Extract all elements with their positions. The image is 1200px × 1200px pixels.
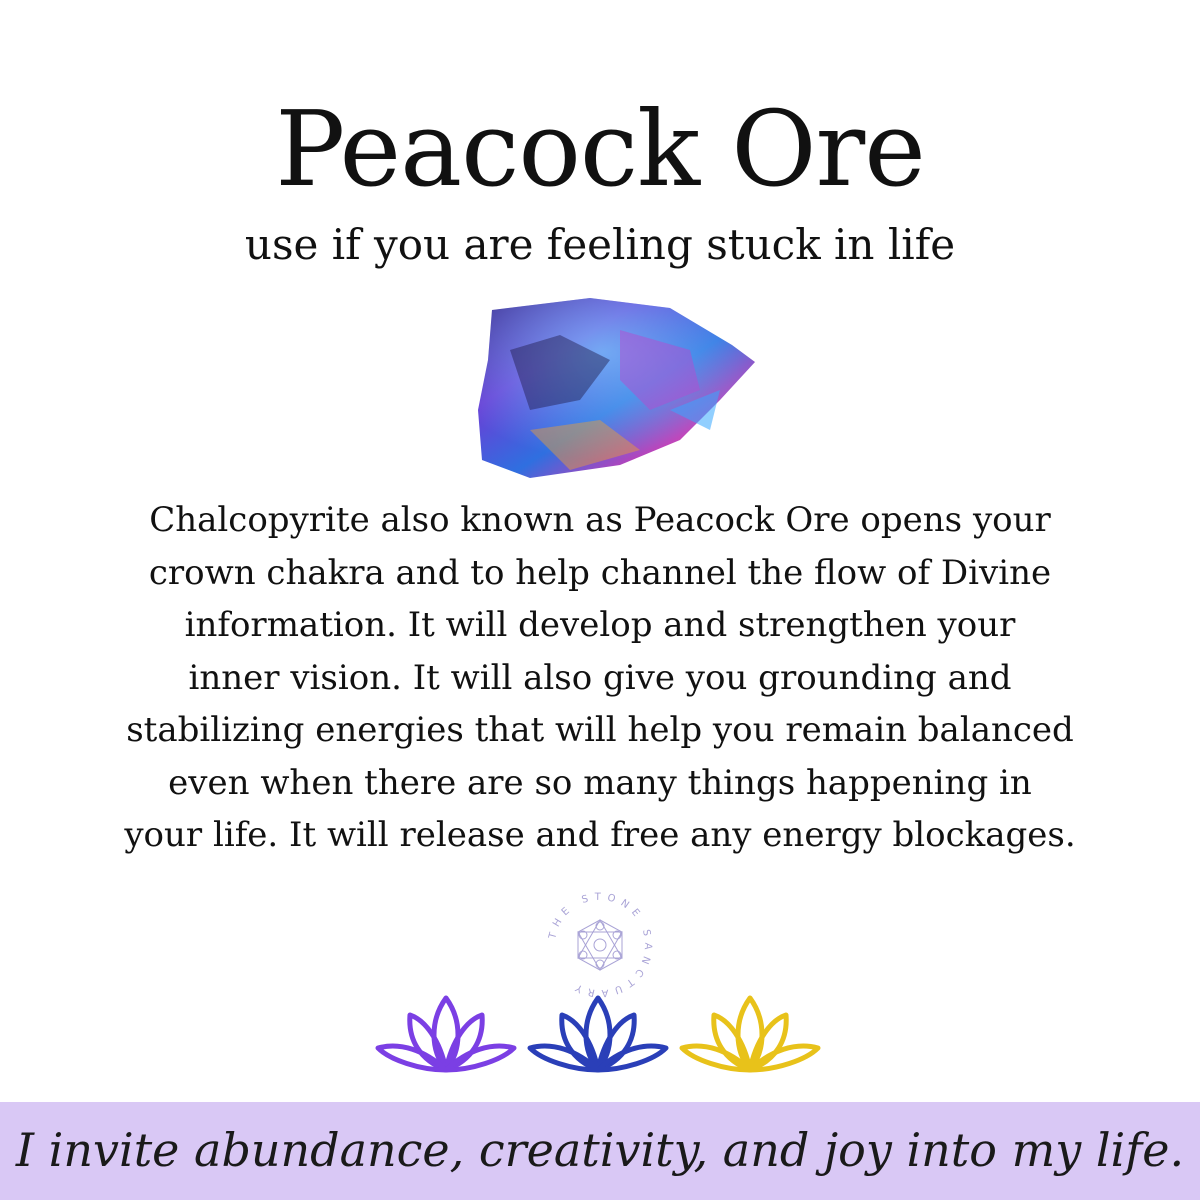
description-line: inner vision. It will also give you grounding and xyxy=(188,657,1012,698)
description-line: stabilizing energies that will help you remain balanced xyxy=(126,710,1074,750)
description-line: information. It will develop and strengthen your xyxy=(184,605,1016,645)
stone-description xyxy=(100,494,1100,862)
lotus-icons xyxy=(370,990,830,1080)
purple-lotus-icon xyxy=(378,998,514,1070)
yellow-lotus-icon xyxy=(682,998,818,1070)
page-title: Peacock Ore xyxy=(275,88,925,210)
blue-lotus-icon xyxy=(530,998,666,1070)
description-line: even when there are so many things happening in xyxy=(168,762,1032,803)
peacock-ore-stone-image xyxy=(470,290,760,490)
svg-text:THE STONE SANCTUARY: THE STONE SANCTUARY xyxy=(547,891,654,999)
subtitle: use if you are feeling stuck in life xyxy=(244,220,956,269)
affirmation-text: I invite abundance, creativity, and joy into my life. xyxy=(15,1123,1185,1177)
description-line: crown chakra and to help channel the flow of Divine xyxy=(148,552,1052,593)
description-line: your life. It will release and free any energy blockages. xyxy=(124,815,1076,855)
description-line: Chalcopyrite also known as Peacock Ore opens your xyxy=(149,500,1051,540)
metatrons-cube-icon xyxy=(578,920,622,970)
